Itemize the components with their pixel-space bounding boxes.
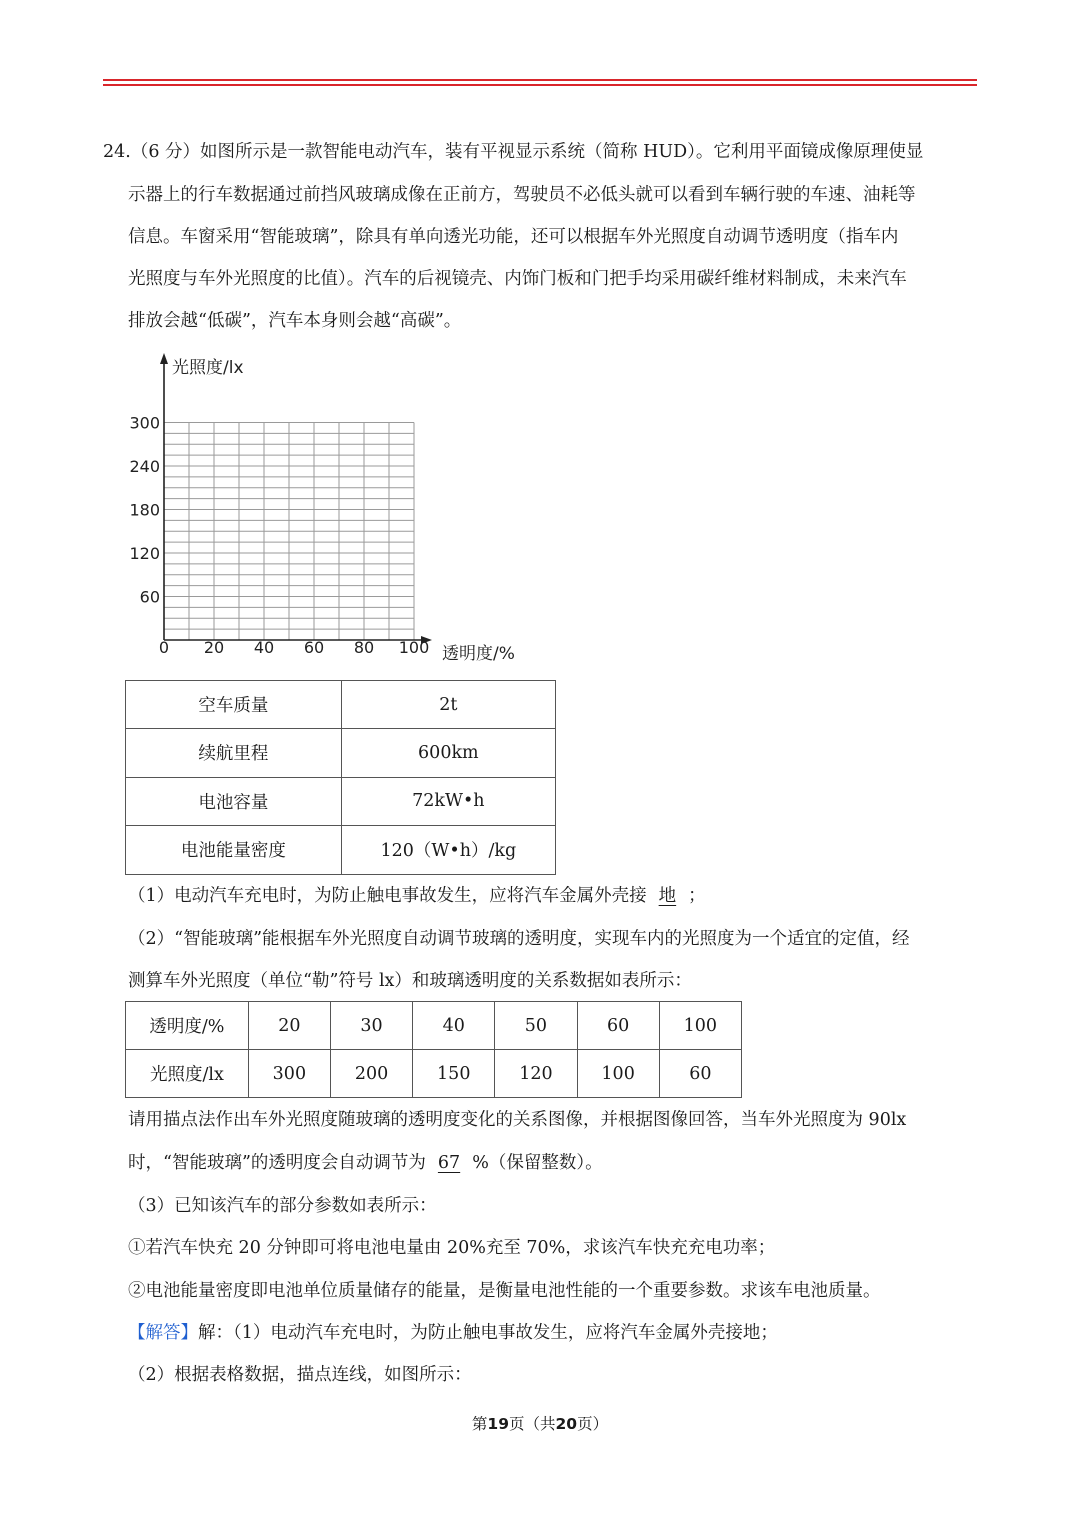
- page-footer: [0, 1412, 1080, 1434]
- param-value: 72kW•h: [341, 777, 555, 826]
- illuminance-cell: 200: [330, 1050, 412, 1098]
- illuminance-cell: 60: [659, 1050, 741, 1098]
- y-tick-label: 240: [129, 457, 160, 476]
- y-tick-label: 60: [139, 587, 160, 607]
- part1-end: ；: [688, 886, 706, 906]
- footer-middle: 页（共: [508, 1415, 556, 1433]
- transparency-cell: 50: [495, 1002, 577, 1050]
- y-axis-arrow: [160, 353, 168, 364]
- y-tick-label: 180: [129, 500, 160, 520]
- part3-line: （3）已知该汽车的部分参数如表所示：: [128, 1196, 437, 1216]
- question-line-3: 信息。车窗采用“智能玻璃”，除具有单向透光功能，还可以根据车外光照度自动调节透明度（指车内: [128, 227, 899, 247]
- part2-question-text: 时，“智能玻璃”的透明度会自动调节为: [128, 1153, 426, 1173]
- data-table: [125, 1001, 742, 1098]
- transparency-cell: 60: [577, 1002, 659, 1050]
- transparency-cell: 100: [659, 1002, 741, 1050]
- x-tick-label: 100: [398, 638, 430, 657]
- part2-line-1: （2）“智能玻璃”能根据车外光照度自动调节玻璃的透明度，实现车内的光照度为一个适宜的定值，经: [128, 929, 910, 949]
- row-header-illuminance: 光照度/lx: [126, 1050, 249, 1098]
- question-line-5: 排放会越“低碳”，汽车本身则会越“高碳”。: [128, 311, 462, 331]
- x-tick-label: 20: [203, 638, 225, 657]
- header-rule-top: [103, 79, 977, 81]
- params-row: [126, 777, 556, 826]
- x-tick-label: 80: [353, 638, 375, 657]
- params-row: [126, 729, 556, 778]
- part3-question-2: ②电池能量密度即电池单位质量储存的能量，是衡量电池性能的一个重要参数。求该车电池质量。: [128, 1281, 881, 1301]
- params-row: [126, 681, 556, 729]
- part1-text: （1）电动汽车充电时，为防止触电事故发生，应将汽车金属外壳接: [128, 886, 647, 906]
- params-table: [125, 680, 556, 875]
- question-line-2: 示器上的行车数据通过前挡风玻璃成像在正前方，驾驶员不必低头就可以看到车辆行驶的车速、油耗等: [128, 185, 916, 205]
- transparency-row: [126, 1002, 742, 1050]
- part2-question-line-1: 请用描点法作出车外光照度随玻璃的透明度变化的关系图像，并根据图像回答，当车外光照度为 90lx: [128, 1110, 907, 1130]
- param-value: 2t: [341, 681, 555, 729]
- solution-line-1: [128, 1321, 778, 1345]
- illuminance-cell: 120: [495, 1050, 577, 1098]
- question-line-4: 光照度与车外光照度的比值）。汽车的后视镜壳、内饰门板和门把手均采用碳纤维材料制成，未来汽车: [128, 269, 907, 289]
- question-line-1: 24.（6 分）如图所示是一款智能电动汽车，装有平视显示系统（简称 HUD）。它利用平面镜成像原理使显: [103, 142, 924, 162]
- part3-question-1: ①若汽车快充 20 分钟即可将电池电量由 20%充至 70%，求该汽车快充充电功率；: [128, 1238, 776, 1258]
- y-axis-label: 光照度/lx: [172, 358, 244, 378]
- params-row: [126, 826, 556, 875]
- x-tick-label: 60: [303, 638, 325, 657]
- transparency-cell: 30: [330, 1002, 412, 1050]
- transparency-cell: 40: [413, 1002, 495, 1050]
- chart-grid: [164, 423, 414, 641]
- part2-answer: 67: [437, 1153, 461, 1173]
- x-tick-label: 0: [158, 638, 170, 657]
- x-tick-label: 40: [253, 638, 275, 657]
- y-tick-label: 120: [129, 544, 160, 563]
- illuminance-cell: 300: [248, 1050, 330, 1098]
- param-name: 空车质量: [126, 681, 342, 729]
- solution-tag: 【解答】: [128, 1323, 198, 1343]
- row-header-transparency: 透明度/%: [126, 1002, 249, 1050]
- param-value: 120（W•h）/kg: [341, 826, 555, 875]
- part2-line-2: 测算车外光照度（单位“勒”符号 lx）和玻璃透明度的关系数据如表所示：: [128, 971, 692, 991]
- param-value: 600km: [341, 729, 555, 778]
- param-name: 电池容量: [126, 777, 342, 826]
- part1-line: [128, 884, 706, 908]
- part1-answer: 地: [658, 886, 677, 906]
- footer-prefix: 第: [471, 1415, 488, 1433]
- grid-chart: [120, 345, 540, 670]
- transparency-cell: 20: [248, 1002, 330, 1050]
- param-name: 续航里程: [126, 729, 342, 778]
- illuminance-cell: 100: [577, 1050, 659, 1098]
- illuminance-row: [126, 1050, 742, 1098]
- illuminance-cell: 150: [413, 1050, 495, 1098]
- x-axis-label: 透明度/%: [442, 644, 515, 664]
- footer-total: 20: [555, 1415, 578, 1433]
- param-name: 电池能量密度: [126, 826, 342, 875]
- solution-line-2: （2）根据表格数据，描点连线，如图所示：: [128, 1365, 472, 1385]
- footer-page: 19: [487, 1415, 509, 1433]
- x-tick-labels: [159, 638, 429, 657]
- solution-text-1: 解：（1）电动汽车充电时，为防止触电事故发生，应将汽车金属外壳接地；: [198, 1323, 778, 1343]
- part2-question-line-2: [128, 1151, 603, 1175]
- footer-suffix: 页）: [577, 1415, 609, 1433]
- y-tick-labels: [129, 414, 160, 607]
- y-tick-label: 300: [129, 413, 160, 433]
- part2-question-end: %（保留整数）。: [472, 1153, 603, 1173]
- header-rule-bottom: [103, 84, 977, 86]
